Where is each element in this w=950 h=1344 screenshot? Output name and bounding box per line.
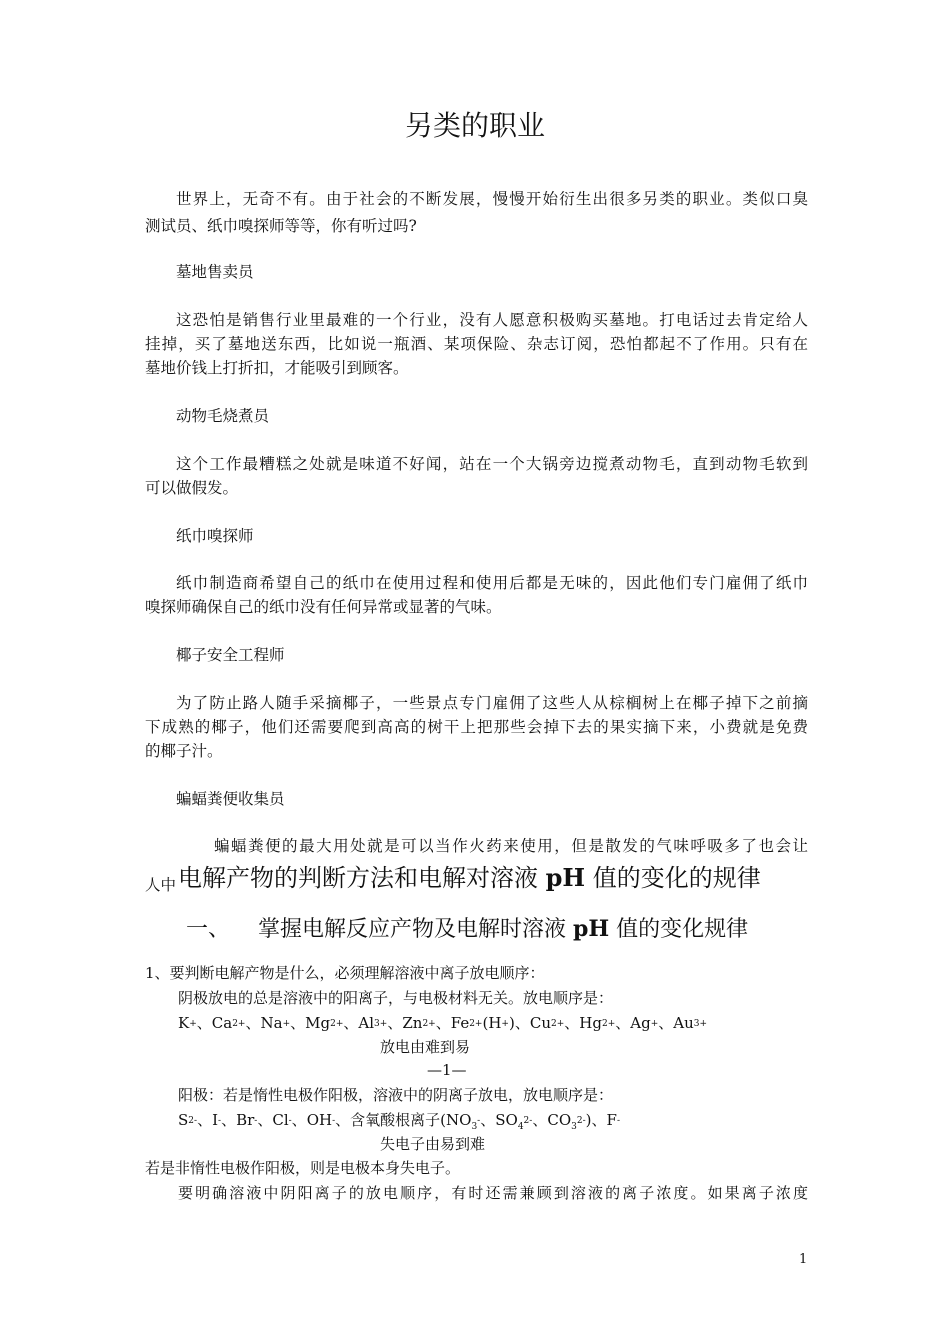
section-text-line: 这个工作最糟糕之处就是味道不好闻，站在一个大锅旁边搅煮动物毛，直到动物毛软到 bbox=[176, 455, 808, 473]
section-heading-animal-hair: 动物毛烧煮员 bbox=[176, 407, 270, 425]
anion-order-note: 失电子由易到难 bbox=[380, 1135, 486, 1153]
page-marker: —1— bbox=[427, 1061, 467, 1079]
section-text-line: 的椰子汁。 bbox=[145, 742, 223, 760]
concentration-paragraph: 要明确溶液中阴阳离子的放电顺序，有时还需兼顾到溶液的离子浓度。如果离子浓度 bbox=[178, 1184, 808, 1202]
ion-na: Na+ bbox=[260, 1014, 291, 1032]
section-text-line: 墓地价钱上打折扣，才能吸引到顾客。 bbox=[145, 359, 409, 377]
anion-series: S2-、I-、Br-、Cl-、OH-、含氧酸根离子($NO_3-$、$SO_42-$、$CO_32-$)、F- bbox=[178, 1111, 620, 1132]
cation-order-note: 放电由难到易 bbox=[380, 1038, 471, 1056]
section-text-fragment: 人中 bbox=[145, 876, 177, 894]
cathode-paragraph: 阴极放电的总是溶液中的阳离子，与电极材料无关。放电顺序是： bbox=[178, 989, 614, 1007]
ion-mg: Mg2+ bbox=[305, 1014, 344, 1032]
ion-hg: Hg2+ bbox=[579, 1014, 616, 1032]
section-text-line: 嗅探师确保自己的纸巾没有任何异常或显著的气味。 bbox=[145, 598, 502, 616]
anode-paragraph: 阳极：若是惰性电极作阳极，溶液中的阴离子放电，放电顺序是： bbox=[178, 1086, 614, 1104]
ion-fe: Fe2+ bbox=[450, 1014, 483, 1032]
section-heading-cemetery: 墓地售卖员 bbox=[176, 263, 254, 281]
section-text-line: 可以做假发。 bbox=[145, 479, 239, 497]
section-text-line: 为了防止路人随手采摘椰子，一些景点专门雇佣了这些人从棕榈树上在椰子掉下之前摘 bbox=[176, 694, 808, 712]
section-text-line: 纸巾制造商希望自己的纸巾在使用过程和使用后都是无味的，因此他们专门雇佣了纸巾 bbox=[176, 574, 808, 592]
section-text-line: 挂掉，买了墓地送东西，比如说一瓶酒、某项保险、杂志订阅，恐怕都起不了作用。只有在 bbox=[145, 335, 808, 353]
article-title: 另类的职业 bbox=[404, 109, 545, 142]
section-heading-tissue-sniffer: 纸巾嗅探师 bbox=[176, 527, 254, 545]
ion-cu: Cu2+ bbox=[529, 1014, 565, 1032]
ion-zn: Zn2+ bbox=[402, 1014, 436, 1032]
section-heading-coconut: 椰子安全工程师 bbox=[176, 646, 285, 664]
article2-title: 电解产物的判断方法和电解对溶液 pH 值的变化的规律 bbox=[178, 863, 761, 892]
paragraph-1: 1、要判断电解产物是什么，必须理解溶液中离子放电顺序： bbox=[145, 964, 545, 982]
non-inert-paragraph: 若是非惰性电极作阳极，则是电极本身失电子。 bbox=[145, 1159, 461, 1177]
cation-series: K+、Ca2+、Na+、Mg2+、Al3+、Zn2+、Fe2+(H+)、Cu2+、Hg2+、Ag+、Au3+ bbox=[178, 1014, 708, 1032]
section-text-line: 蝙蝠粪便的最大用处就是可以当作火药来使用，但是散发的气味呼吸多了也会让 bbox=[214, 837, 808, 855]
page-number: 1 bbox=[799, 1252, 808, 1267]
intro-line-2: 测试员、纸巾嗅探师等等，你有听过吗? bbox=[145, 217, 417, 235]
ion-k: K+ bbox=[178, 1014, 197, 1032]
article2-section-heading: 一、 掌握电解反应产物及电解时溶液 pH 值的变化规律 bbox=[186, 916, 749, 942]
ion-ca: Ca2+ bbox=[211, 1014, 246, 1032]
section-heading-bat-guano: 蝙蝠粪便收集员 bbox=[176, 790, 285, 808]
ion-au: Au3+ bbox=[673, 1014, 708, 1032]
ion-h: (H+) bbox=[482, 1014, 515, 1032]
section-text-line: 这恐怕是销售行业里最难的一个行业，没有人愿意积极购买墓地。打电话过去肯定给人 bbox=[176, 311, 808, 329]
intro-line-1: 世界上，无奇不有。由于社会的不断发展，慢慢开始衍生出很多另类的职业。类似口臭 bbox=[176, 190, 808, 208]
ion-al: Al3+ bbox=[358, 1014, 388, 1032]
ion-ag: Ag+ bbox=[630, 1014, 659, 1032]
section-text-line: 下成熟的椰子，他们还需要爬到高高的树干上把那些会掉下去的果实摘下来，小费就是免费 bbox=[145, 718, 808, 736]
section-number: 一、 bbox=[186, 917, 231, 942]
